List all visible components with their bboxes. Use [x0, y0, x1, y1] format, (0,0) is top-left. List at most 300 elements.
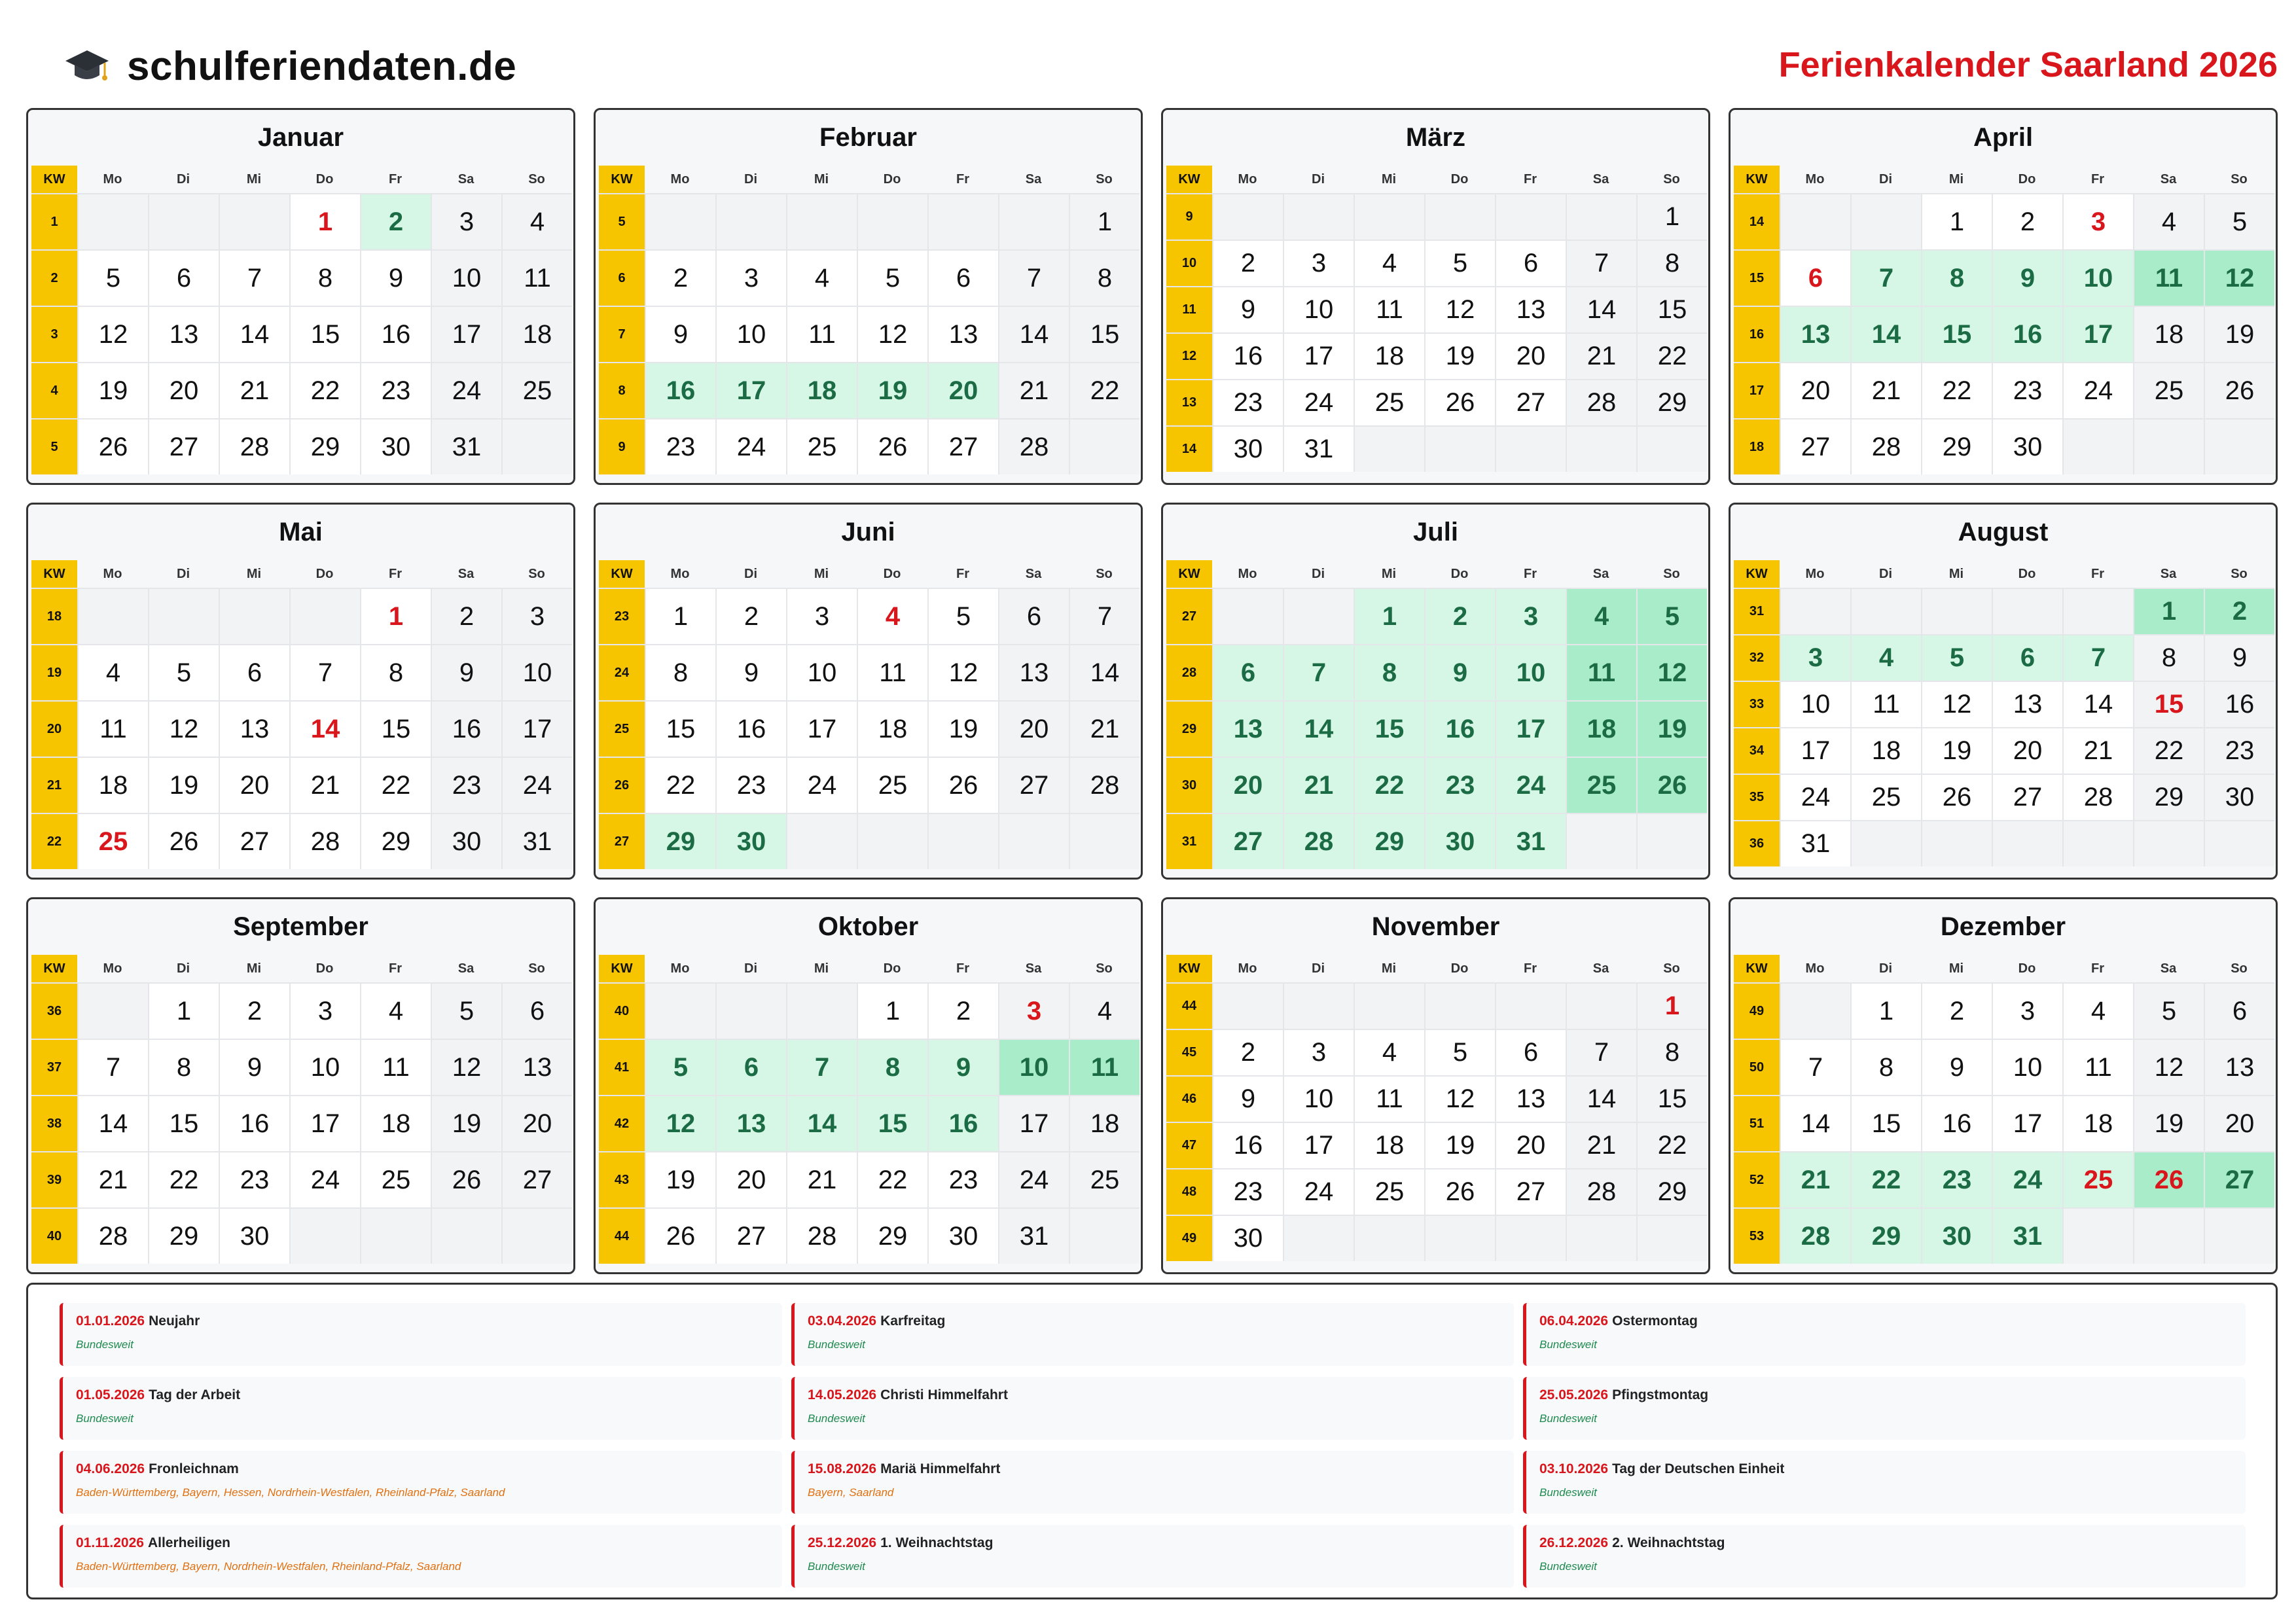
day-cell: 24: [1283, 1169, 1354, 1215]
empty-cell: [1212, 589, 1283, 644]
holiday-item: [60, 1303, 782, 1366]
weekday-label: So: [1663, 567, 1680, 581]
day-cell: 27: [1992, 775, 2062, 820]
day-cell: 31: [431, 419, 501, 474]
day-cell: 10: [1780, 682, 1850, 727]
holiday-date: 01.05.2026: [76, 1387, 145, 1402]
day-cell: 29: [289, 419, 360, 474]
day-cell: 9: [1424, 645, 1495, 700]
day-cell: 14: [1283, 702, 1354, 757]
day-cell: 18: [857, 702, 927, 757]
weekday-label: Sa: [1025, 961, 1042, 976]
day-cell: 22: [2133, 728, 2204, 774]
week-row: [599, 418, 1139, 474]
day-cell: 18: [501, 307, 572, 362]
day-cell: 15: [1636, 287, 1707, 332]
day-cell: 17: [1283, 1123, 1354, 1168]
day-cell: 13: [998, 645, 1069, 700]
weekday-label: Mo: [670, 961, 690, 976]
day-cell: 15: [1921, 307, 1992, 362]
day-cell: 9: [219, 1040, 289, 1095]
week-row: [599, 306, 1139, 362]
month-4: [26, 503, 575, 880]
weekday-label: Mi: [814, 961, 829, 976]
weekday-label: Di: [1312, 567, 1325, 581]
month-title: Januar: [257, 123, 344, 152]
day-cell: 25: [1354, 1169, 1424, 1215]
day-cell: 24: [289, 1152, 360, 1207]
day-cell: 18: [786, 363, 857, 418]
weekday-label: Di: [1879, 567, 1892, 581]
weekday-label: Fr: [956, 961, 969, 976]
empty-cell: [148, 589, 219, 644]
month-7: [1729, 503, 2278, 880]
day-cell: 28: [1283, 814, 1354, 869]
day-cell: 12: [2133, 1040, 2204, 1095]
holiday-title: [76, 1535, 782, 1551]
weekday-label: Mo: [1238, 172, 1257, 187]
kw-cell: 30: [1166, 758, 1212, 813]
kw-cell: 32: [1734, 635, 1780, 681]
graduation-cap-icon: [64, 44, 110, 90]
holiday-title: [76, 1387, 782, 1403]
week-row: [599, 588, 1139, 644]
weekday-header: [1166, 166, 1707, 193]
day-cell: 6: [1495, 241, 1566, 286]
week-row: [1734, 362, 2274, 418]
kw-header: KW: [1166, 955, 1212, 982]
day-cell: 19: [77, 363, 148, 418]
kw-cell: 5: [599, 194, 645, 249]
day-cell: 29: [857, 1209, 927, 1264]
day-cell: 10: [1495, 645, 1566, 700]
day-cell: 14: [1566, 287, 1636, 332]
day-cell: 27: [927, 419, 998, 474]
holiday-list: [26, 1283, 2278, 1599]
day-cell: 20: [2204, 1096, 2274, 1151]
day-cell: 15: [148, 1096, 219, 1151]
day-cell: 8: [360, 645, 431, 700]
weekday-label: So: [528, 961, 545, 976]
month-title: Juli: [1413, 518, 1458, 546]
empty-cell: [927, 814, 998, 869]
holiday-date: 06.04.2026: [1539, 1313, 1609, 1329]
weekday-label: Mo: [1805, 961, 1825, 976]
week-row: [1734, 1207, 2274, 1264]
day-cell: 15: [1354, 702, 1424, 757]
kw-cell: 36: [1734, 821, 1780, 866]
day-cell: 7: [1069, 589, 1139, 644]
day-cell: 5: [431, 984, 501, 1039]
day-cell: 17: [786, 702, 857, 757]
empty-cell: [1283, 1216, 1354, 1261]
weekday-label: Di: [744, 172, 757, 187]
day-cell: 23: [645, 419, 715, 474]
day-cell: 26: [857, 419, 927, 474]
holiday-date: 04.06.2026: [76, 1461, 145, 1476]
empty-cell: [1495, 984, 1566, 1029]
weekday-label: Mi: [1948, 172, 1964, 187]
day-cell: 9: [645, 307, 715, 362]
day-cell: 2: [715, 589, 786, 644]
week-row: [1166, 193, 1707, 240]
day-cell: 4: [1354, 241, 1424, 286]
day-cell: 29: [645, 814, 715, 869]
kw-header: KW: [1166, 560, 1212, 588]
day-cell: 14: [1850, 307, 1921, 362]
weekday-label: So: [1096, 961, 1113, 976]
weekday-label: Di: [1312, 172, 1325, 187]
day-cell: 15: [1850, 1096, 1921, 1151]
empty-cell: [1283, 194, 1354, 240]
day-cell: 20: [1780, 363, 1850, 418]
empty-cell: [1566, 814, 1636, 869]
weekday-label: Sa: [1592, 567, 1609, 581]
day-cell: 13: [927, 307, 998, 362]
day-cell: 1: [645, 589, 715, 644]
day-cell: 27: [148, 419, 219, 474]
empty-cell: [2062, 419, 2133, 474]
week-row: [31, 193, 572, 249]
kw-header: KW: [1734, 955, 1780, 982]
kw-cell: 11: [1166, 287, 1212, 332]
holiday-item: [60, 1451, 782, 1514]
day-cell: 26: [2204, 363, 2274, 418]
day-cell: 1: [2133, 589, 2204, 634]
day-cell: 23: [1212, 380, 1283, 425]
week-row: [599, 1151, 1139, 1207]
weekday-label: Fr: [2091, 172, 2104, 187]
week-row: [599, 193, 1139, 249]
kw-header: KW: [599, 955, 645, 982]
day-cell: 28: [1566, 1169, 1636, 1215]
day-cell: 8: [289, 251, 360, 306]
day-cell: 24: [1495, 758, 1566, 813]
empty-cell: [1354, 984, 1424, 1029]
day-cell: 25: [501, 363, 572, 418]
month-title: November: [1371, 912, 1500, 941]
day-cell: 9: [1992, 251, 2062, 306]
day-cell: 5: [77, 251, 148, 306]
kw-cell: 46: [1166, 1077, 1212, 1122]
day-cell: 31: [998, 1209, 1069, 1264]
day-cell: 16: [1424, 702, 1495, 757]
day-cell: 25: [1566, 758, 1636, 813]
day-cell: 2: [1424, 589, 1495, 644]
empty-cell: [2133, 1209, 2204, 1264]
kw-cell: 27: [1166, 589, 1212, 644]
week-row: [599, 644, 1139, 700]
empty-cell: [2204, 821, 2274, 866]
kw-cell: 44: [599, 1209, 645, 1264]
day-cell: 18: [2062, 1096, 2133, 1151]
weekday-label: So: [2231, 961, 2248, 976]
day-cell: 4: [1354, 1030, 1424, 1075]
day-cell: 25: [857, 758, 927, 813]
empty-cell: [2062, 821, 2133, 866]
day-cell: 22: [148, 1152, 219, 1207]
day-cell: 23: [1921, 1152, 1992, 1207]
holiday-title: [76, 1313, 782, 1329]
day-cell: 14: [998, 307, 1069, 362]
kw-header: KW: [31, 560, 77, 588]
day-cell: 6: [148, 251, 219, 306]
day-cell: 21: [998, 363, 1069, 418]
day-cell: 12: [927, 645, 998, 700]
day-cell: 23: [1424, 758, 1495, 813]
day-cell: 7: [786, 1040, 857, 1095]
week-row: [1166, 700, 1707, 757]
weekday-label: Mi: [246, 567, 262, 581]
day-cell: 2: [1921, 984, 1992, 1039]
day-cell: 15: [360, 702, 431, 757]
day-cell: 24: [998, 1152, 1069, 1207]
empty-cell: [148, 194, 219, 249]
day-cell: 19: [2204, 307, 2274, 362]
kw-cell: 17: [1734, 363, 1780, 418]
holiday-date: 15.08.2026: [808, 1461, 877, 1476]
day-cell: 26: [431, 1152, 501, 1207]
day-cell: 23: [927, 1152, 998, 1207]
holiday-name: Tag der Arbeit: [149, 1387, 241, 1402]
day-cell: 8: [1636, 241, 1707, 286]
day-cell: 31: [1495, 814, 1566, 869]
week-row: [1166, 379, 1707, 425]
week-row: [1166, 644, 1707, 700]
day-cell: 23: [715, 758, 786, 813]
day-cell: 9: [2204, 635, 2274, 681]
kw-header: KW: [1166, 166, 1212, 193]
day-cell: 18: [1354, 334, 1424, 379]
empty-cell: [1566, 194, 1636, 240]
week-row: [599, 1207, 1139, 1264]
day-cell: 4: [77, 645, 148, 700]
holiday-title: [1539, 1535, 2246, 1551]
day-cell: 10: [501, 645, 572, 700]
kw-header: KW: [31, 166, 77, 193]
day-cell: 2: [431, 589, 501, 644]
day-cell: 21: [1566, 1123, 1636, 1168]
holiday-item: [791, 1525, 1514, 1588]
month-5: [594, 503, 1143, 880]
week-row: [1166, 425, 1707, 472]
kw-cell: 9: [599, 419, 645, 474]
page-title: Ferienkalender Saarland 2026: [1778, 45, 2278, 84]
day-cell: 29: [1636, 380, 1707, 425]
holiday-title: [808, 1535, 1514, 1551]
day-cell: 12: [431, 1040, 501, 1095]
kw-cell: 29: [1166, 702, 1212, 757]
day-cell: 12: [1921, 682, 1992, 727]
day-cell: 17: [289, 1096, 360, 1151]
day-cell: 3: [1495, 589, 1566, 644]
day-cell: 23: [2204, 728, 2274, 774]
kw-cell: 31: [1166, 814, 1212, 869]
day-cell: 30: [360, 419, 431, 474]
day-cell: 31: [1992, 1209, 2062, 1264]
weekday-label: Sa: [2160, 172, 2177, 187]
empty-cell: [1636, 814, 1707, 869]
month-grid: [1166, 560, 1707, 869]
day-cell: 13: [219, 702, 289, 757]
day-cell: 16: [360, 307, 431, 362]
site-logo[interactable]: [64, 43, 516, 90]
day-cell: 6: [1780, 251, 1850, 306]
weekday-header: [31, 560, 572, 588]
day-cell: 24: [431, 363, 501, 418]
day-cell: 25: [1069, 1152, 1139, 1207]
day-cell: 9: [431, 645, 501, 700]
day-cell: 24: [501, 758, 572, 813]
day-cell: 24: [2062, 363, 2133, 418]
holiday-name: 2. Weihnachtstag: [1612, 1535, 1725, 1550]
kw-cell: 21: [31, 758, 77, 813]
weekday-label: Do: [883, 172, 901, 187]
weekday-header: [1166, 955, 1707, 982]
weekday-label: So: [1096, 567, 1113, 581]
empty-cell: [1283, 589, 1354, 644]
empty-cell: [219, 589, 289, 644]
day-cell: 27: [501, 1152, 572, 1207]
month-6: [1161, 503, 1710, 880]
week-row: [31, 1151, 572, 1207]
holiday-title: [808, 1387, 1514, 1403]
weekday-label: Mi: [246, 172, 262, 187]
day-cell: 31: [501, 814, 572, 869]
day-cell: 3: [2062, 194, 2133, 249]
day-cell: 17: [501, 702, 572, 757]
weekday-label: Do: [2018, 567, 2036, 581]
day-cell: 28: [998, 419, 1069, 474]
weekday-header: [1734, 560, 2274, 588]
day-cell: 6: [1992, 635, 2062, 681]
day-cell: 12: [77, 307, 148, 362]
day-cell: 8: [148, 1040, 219, 1095]
day-cell: 26: [148, 814, 219, 869]
day-cell: 22: [1069, 363, 1139, 418]
day-cell: 15: [1636, 1077, 1707, 1122]
empty-cell: [2062, 589, 2133, 634]
weekday-label: Fr: [389, 961, 402, 976]
weekday-label: Fr: [1524, 567, 1537, 581]
day-cell: 27: [219, 814, 289, 869]
day-cell: 4: [2062, 984, 2133, 1039]
day-cell: 11: [2062, 1040, 2133, 1095]
weekday-label: Sa: [457, 172, 475, 187]
day-cell: 5: [2204, 194, 2274, 249]
empty-cell: [360, 1209, 431, 1264]
day-cell: 24: [1283, 380, 1354, 425]
empty-cell: [1354, 427, 1424, 472]
month-2: [1161, 108, 1710, 485]
month-title: August: [1958, 518, 2049, 546]
week-row: [31, 362, 572, 418]
day-cell: 20: [1495, 334, 1566, 379]
month-grid: [1166, 166, 1707, 472]
day-cell: 4: [1850, 635, 1921, 681]
week-row: [1166, 1168, 1707, 1215]
day-cell: 22: [289, 363, 360, 418]
week-row: [1166, 757, 1707, 813]
day-cell: 31: [1283, 427, 1354, 472]
day-cell: 21: [219, 363, 289, 418]
empty-cell: [2133, 821, 2204, 866]
holiday-item: [60, 1525, 782, 1588]
month-title: Juni: [841, 518, 895, 546]
holiday-date: 25.05.2026: [1539, 1387, 1609, 1402]
day-cell: 14: [1566, 1077, 1636, 1122]
holiday-states: Bundesweit: [1539, 1412, 1597, 1425]
empty-cell: [998, 814, 1069, 869]
weekday-label: Fr: [389, 567, 402, 581]
empty-cell: [1566, 1216, 1636, 1261]
day-cell: 21: [1850, 363, 1921, 418]
weekday-label: Fr: [1524, 961, 1537, 976]
day-cell: 22: [1921, 363, 1992, 418]
day-cell: 1: [148, 984, 219, 1039]
week-row: [599, 1095, 1139, 1151]
day-cell: 15: [2133, 682, 2204, 727]
empty-cell: [1069, 419, 1139, 474]
kw-cell: 22: [31, 814, 77, 869]
holiday-states: Bundesweit: [808, 1338, 865, 1351]
kw-cell: 43: [599, 1152, 645, 1207]
week-row: [599, 700, 1139, 757]
day-cell: 28: [289, 814, 360, 869]
weekday-label: Fr: [2091, 961, 2104, 976]
holiday-title: [1539, 1461, 2246, 1477]
kw-cell: 12: [1166, 334, 1212, 379]
kw-cell: 47: [1166, 1123, 1212, 1168]
day-cell: 27: [715, 1209, 786, 1264]
day-cell: 19: [927, 702, 998, 757]
day-cell: 9: [927, 1040, 998, 1095]
day-cell: 21: [1566, 334, 1636, 379]
empty-cell: [645, 984, 715, 1039]
weekday-label: Do: [315, 567, 334, 581]
day-cell: 20: [998, 702, 1069, 757]
kw-cell: 25: [599, 702, 645, 757]
holiday-title: [1539, 1387, 2246, 1403]
week-row: [1734, 634, 2274, 681]
day-cell: 18: [1850, 728, 1921, 774]
kw-cell: 45: [1166, 1030, 1212, 1075]
weekday-label: Di: [1312, 961, 1325, 976]
day-cell: 24: [715, 419, 786, 474]
day-cell: 27: [1495, 1169, 1566, 1215]
weekday-label: So: [1663, 172, 1680, 187]
week-row: [31, 1039, 572, 1095]
day-cell: 22: [1636, 1123, 1707, 1168]
kw-header: KW: [1734, 166, 1780, 193]
kw-cell: 40: [31, 1209, 77, 1264]
weekday-header: [1734, 955, 2274, 982]
day-cell: 1: [360, 589, 431, 644]
kw-cell: 34: [1734, 728, 1780, 774]
day-cell: 13: [1495, 287, 1566, 332]
day-cell: 27: [2204, 1152, 2274, 1207]
day-cell: 23: [360, 363, 431, 418]
kw-cell: 14: [1166, 427, 1212, 472]
weekday-label: Di: [177, 567, 190, 581]
empty-cell: [2204, 1209, 2274, 1264]
site-name: schulferiendaten.de: [127, 44, 517, 89]
empty-cell: [77, 589, 148, 644]
weekday-label: Do: [2018, 172, 2036, 187]
day-cell: 1: [1636, 194, 1707, 240]
day-cell: 6: [501, 984, 572, 1039]
empty-cell: [1424, 194, 1495, 240]
